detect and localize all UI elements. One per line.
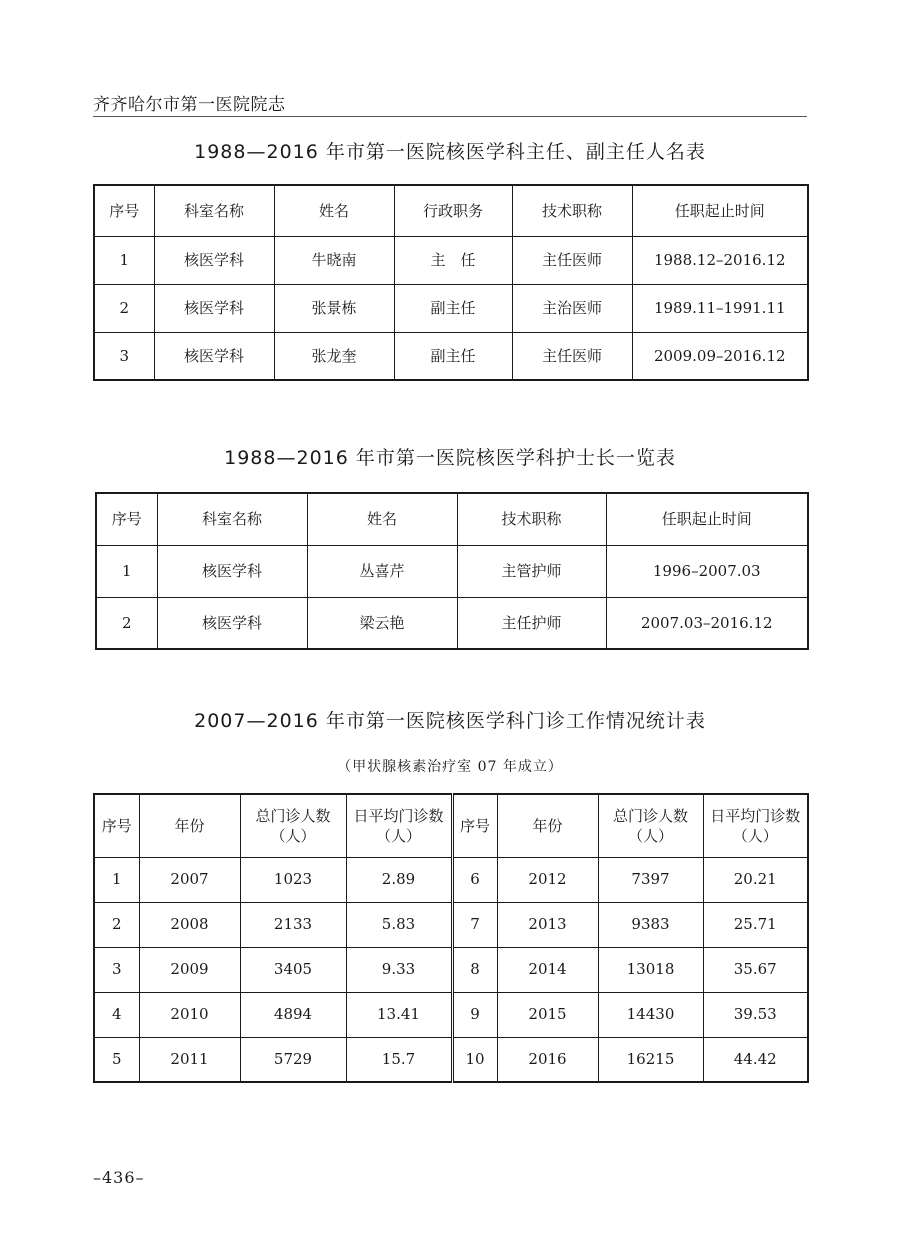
header-cell: 任职起止时间 [606,493,808,545]
table-cell: 核医学科 [157,545,307,597]
table-cell: 3405 [240,947,346,992]
header-cell: 技术职称 [512,185,632,236]
header-rule [93,116,807,117]
table-row [94,1037,808,1082]
table-cell: 35.67 [703,947,808,992]
table-cell: 1 [96,545,157,597]
table-cell: 15.7 [346,1037,452,1082]
table-cell: 7397 [598,857,703,902]
table-row [96,545,808,597]
table-cell: 2009 [139,947,240,992]
table-cell: 2 [96,597,157,649]
table-cell: 5.83 [346,902,452,947]
table-row [94,992,808,1037]
table-cell: 10 [452,1037,497,1082]
header-cell: 年份 [139,794,240,857]
table-cell: 丛喜芹 [307,545,457,597]
table-cell: 张景栋 [274,284,394,332]
table-header-row [94,185,808,236]
table-cell: 2013 [497,902,598,947]
header-cell: 序号 [94,185,154,236]
table-cell: 1023 [240,857,346,902]
header-cell: 任职起止时间 [632,185,808,236]
table-header-row [94,794,808,857]
table-row [94,236,808,284]
header-cell: 日平均门诊数（人） [346,794,452,857]
table-cell: 2008 [139,902,240,947]
table-cell: 14430 [598,992,703,1037]
table3-title: 2007—2016 年市第一医院核医学科门诊工作情况统计表 [194,710,706,732]
header-cell: 科室名称 [154,185,274,236]
header-cell: 行政职务 [394,185,512,236]
outpatient-stats-table [93,793,809,1083]
table-cell: 2 [94,284,154,332]
header-cell: 序号 [94,794,139,857]
director-table [93,184,809,381]
table-cell: 主任护师 [457,597,606,649]
table-cell: 5729 [240,1037,346,1082]
table-cell: 核医学科 [154,236,274,284]
table-cell: 2 [94,902,139,947]
table-cell: 2015 [497,992,598,1037]
table-header-row [96,493,808,545]
table-cell: 2010 [139,992,240,1037]
table-cell: 2133 [240,902,346,947]
table-cell: 7 [452,902,497,947]
table-cell: 主任医师 [512,332,632,380]
table-cell: 13.41 [346,992,452,1037]
table-cell: 1996–2007.03 [606,545,808,597]
table-row [96,597,808,649]
header-cell: 序号 [96,493,157,545]
table-cell: 16215 [598,1037,703,1082]
table-cell: 2016 [497,1037,598,1082]
table-row [94,857,808,902]
header-cell: 日平均门诊数（人） [703,794,808,857]
table-cell: 核医学科 [154,284,274,332]
table-cell: 8 [452,947,497,992]
table-cell: 39.53 [703,992,808,1037]
table-cell: 核医学科 [157,597,307,649]
table-cell: 主管护师 [457,545,606,597]
table-cell: 主治医师 [512,284,632,332]
table-cell: 主 任 [394,236,512,284]
table-cell: 5 [94,1037,139,1082]
table-cell: 核医学科 [154,332,274,380]
table-cell: 牛晓南 [274,236,394,284]
header-cell: 科室名称 [157,493,307,545]
table-cell: 20.21 [703,857,808,902]
table-cell: 1989.11–1991.11 [632,284,808,332]
table-cell: 2012 [497,857,598,902]
header-cell: 序号 [452,794,497,857]
table-cell: 张龙奎 [274,332,394,380]
table-cell: 44.42 [703,1037,808,1082]
table-cell: 1988.12–2016.12 [632,236,808,284]
table-cell: 9.33 [346,947,452,992]
table-cell: 9383 [598,902,703,947]
table2-title: 1988—2016 年市第一医院核医学科护士长一览表 [224,447,676,469]
header-cell: 姓名 [307,493,457,545]
table-cell: 1 [94,236,154,284]
header-cell: 姓名 [274,185,394,236]
table-cell: 主任医师 [512,236,632,284]
header-cell: 技术职称 [457,493,606,545]
table-cell: 25.71 [703,902,808,947]
table-row [94,284,808,332]
table-row [94,947,808,992]
table-cell: 1 [94,857,139,902]
table-row [94,332,808,380]
table-cell: 13018 [598,947,703,992]
table-cell: 2007 [139,857,240,902]
table-row [94,902,808,947]
table-cell: 3 [94,947,139,992]
table-cell: 2.89 [346,857,452,902]
header-cell: 总门诊人数（人） [240,794,346,857]
head-nurse-table [95,492,809,650]
table-cell: 3 [94,332,154,380]
page-number: –436– [93,1168,145,1187]
table-cell: 梁云艳 [307,597,457,649]
table-cell: 副主任 [394,332,512,380]
table-cell: 4 [94,992,139,1037]
running-head: 齐齐哈尔市第一医院院志 [93,95,286,115]
table1-title: 1988—2016 年市第一医院核医学科主任、副主任人名表 [194,141,706,163]
header-cell: 年份 [497,794,598,857]
table-cell: 2009.09–2016.12 [632,332,808,380]
table-cell: 2011 [139,1037,240,1082]
table-cell: 2007.03–2016.12 [606,597,808,649]
table3-note: （甲状腺核素治疗室 07 年成立） [337,759,563,775]
table-cell: 9 [452,992,497,1037]
table-cell: 2014 [497,947,598,992]
header-cell: 总门诊人数（人） [598,794,703,857]
table-cell: 副主任 [394,284,512,332]
table-cell: 4894 [240,992,346,1037]
table-cell: 6 [452,857,497,902]
